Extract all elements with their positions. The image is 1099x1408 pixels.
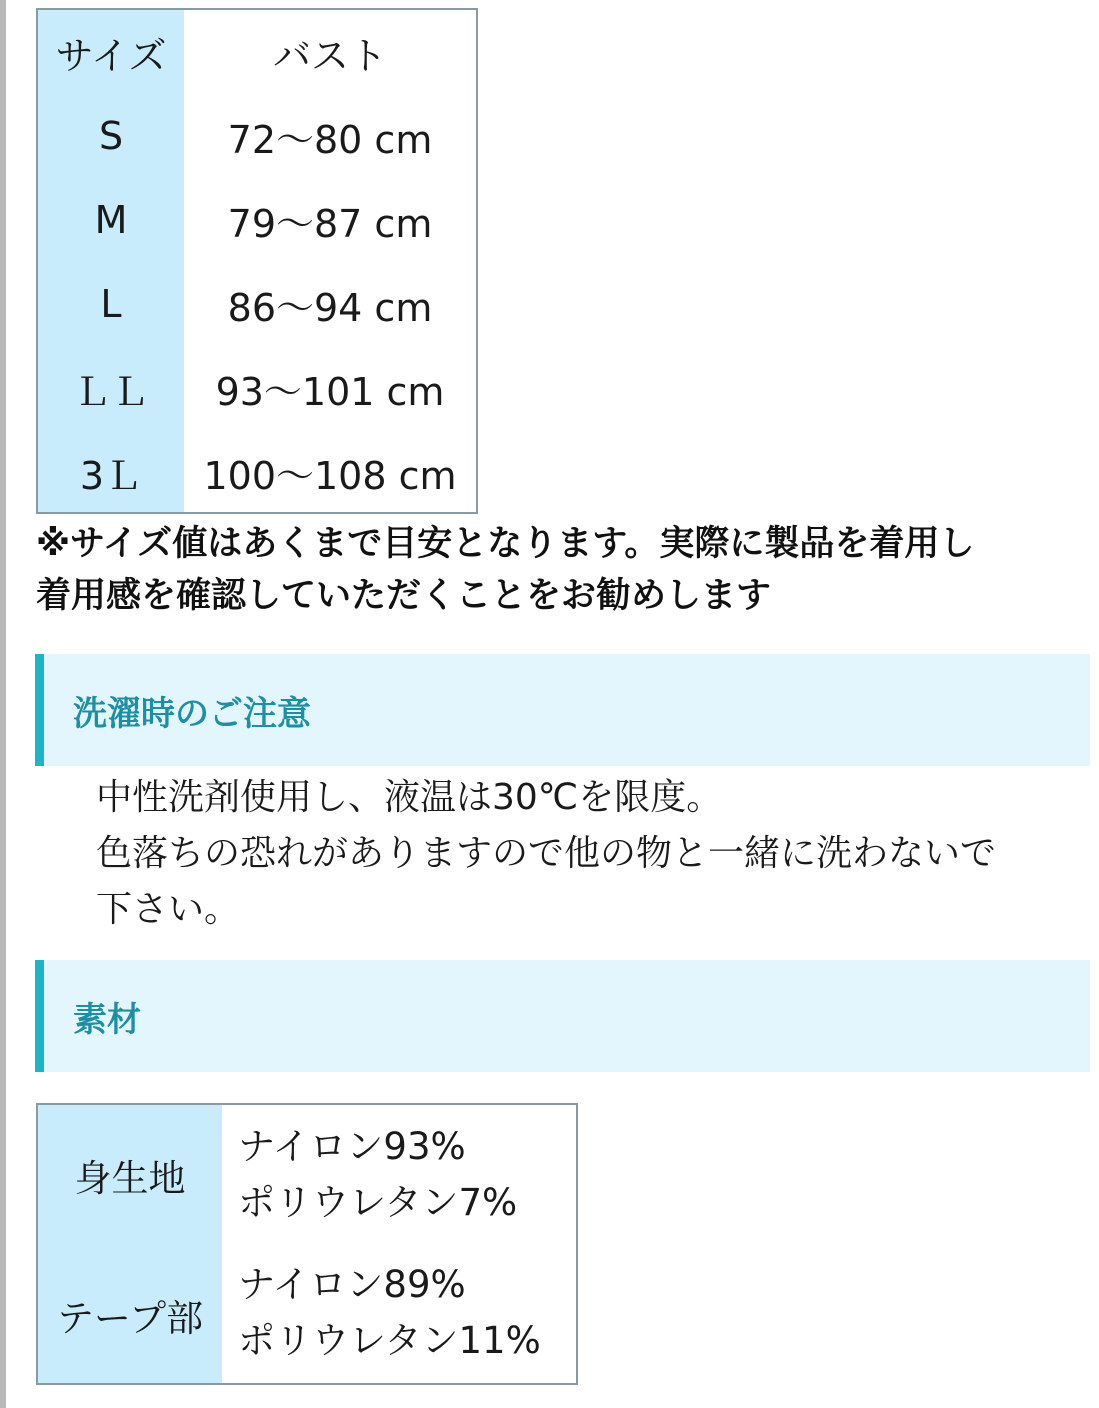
table-row <box>38 178 476 262</box>
material-section-title: 素材 <box>73 999 141 1040</box>
table-row <box>38 1245 576 1385</box>
material-section-header <box>35 960 1090 1072</box>
size-cell: ＬＬ <box>72 369 149 414</box>
composition-line: ナイロン89% <box>238 1263 466 1306</box>
washing-line: 色落ちの恐れがありますので他の物と一緒に洗わないで <box>96 833 997 874</box>
composition-line: ポリウレタン7% <box>238 1181 518 1224</box>
size-table <box>36 8 478 514</box>
washing-line: 中性洗剤使用し、液温は30℃を限度。 <box>96 777 723 818</box>
part-cell: 身生地 <box>74 1157 186 1200</box>
table-row <box>38 430 476 514</box>
size-header: サイズ <box>55 33 167 78</box>
table-row <box>38 94 476 178</box>
washing-instructions <box>96 770 1086 938</box>
size-note <box>36 518 1096 622</box>
composition-line: ポリウレタン11% <box>238 1319 541 1362</box>
left-edge-rule <box>0 0 6 1408</box>
size-cell: L <box>100 282 122 326</box>
table-row <box>38 262 476 346</box>
table-row <box>38 1105 576 1245</box>
size-note-line: ※サイズ値はあくまで目安となります。実際に製品を着用し <box>36 524 975 564</box>
composition-cell <box>238 1119 517 1231</box>
bust-cell: 86〜94 cm <box>227 285 433 330</box>
size-note-line: 着用感を確認していただくことをお勧めします <box>36 576 772 616</box>
washing-line: 下さい。 <box>96 889 241 930</box>
bust-cell: 93〜101 cm <box>215 369 445 414</box>
section-accent-bar <box>35 960 44 1072</box>
bust-cell: 79〜87 cm <box>227 201 433 246</box>
size-cell: S <box>98 114 124 158</box>
size-cell: 3Ｌ <box>79 453 143 498</box>
section-accent-bar <box>35 654 44 766</box>
table-row <box>38 346 476 430</box>
material-table <box>36 1103 578 1385</box>
bust-cell: 100〜108 cm <box>203 453 457 498</box>
size-cell: M <box>94 198 128 242</box>
washing-section-title: 洗濯時のご注意 <box>73 693 311 734</box>
composition-cell <box>238 1257 541 1369</box>
composition-line: ナイロン93% <box>238 1125 466 1168</box>
size-table-header-row <box>38 10 476 94</box>
bust-cell: 72〜80 cm <box>227 117 433 162</box>
part-cell: テープ部 <box>56 1297 204 1340</box>
bust-header: バスト <box>272 33 387 78</box>
washing-section-header <box>35 654 1090 766</box>
